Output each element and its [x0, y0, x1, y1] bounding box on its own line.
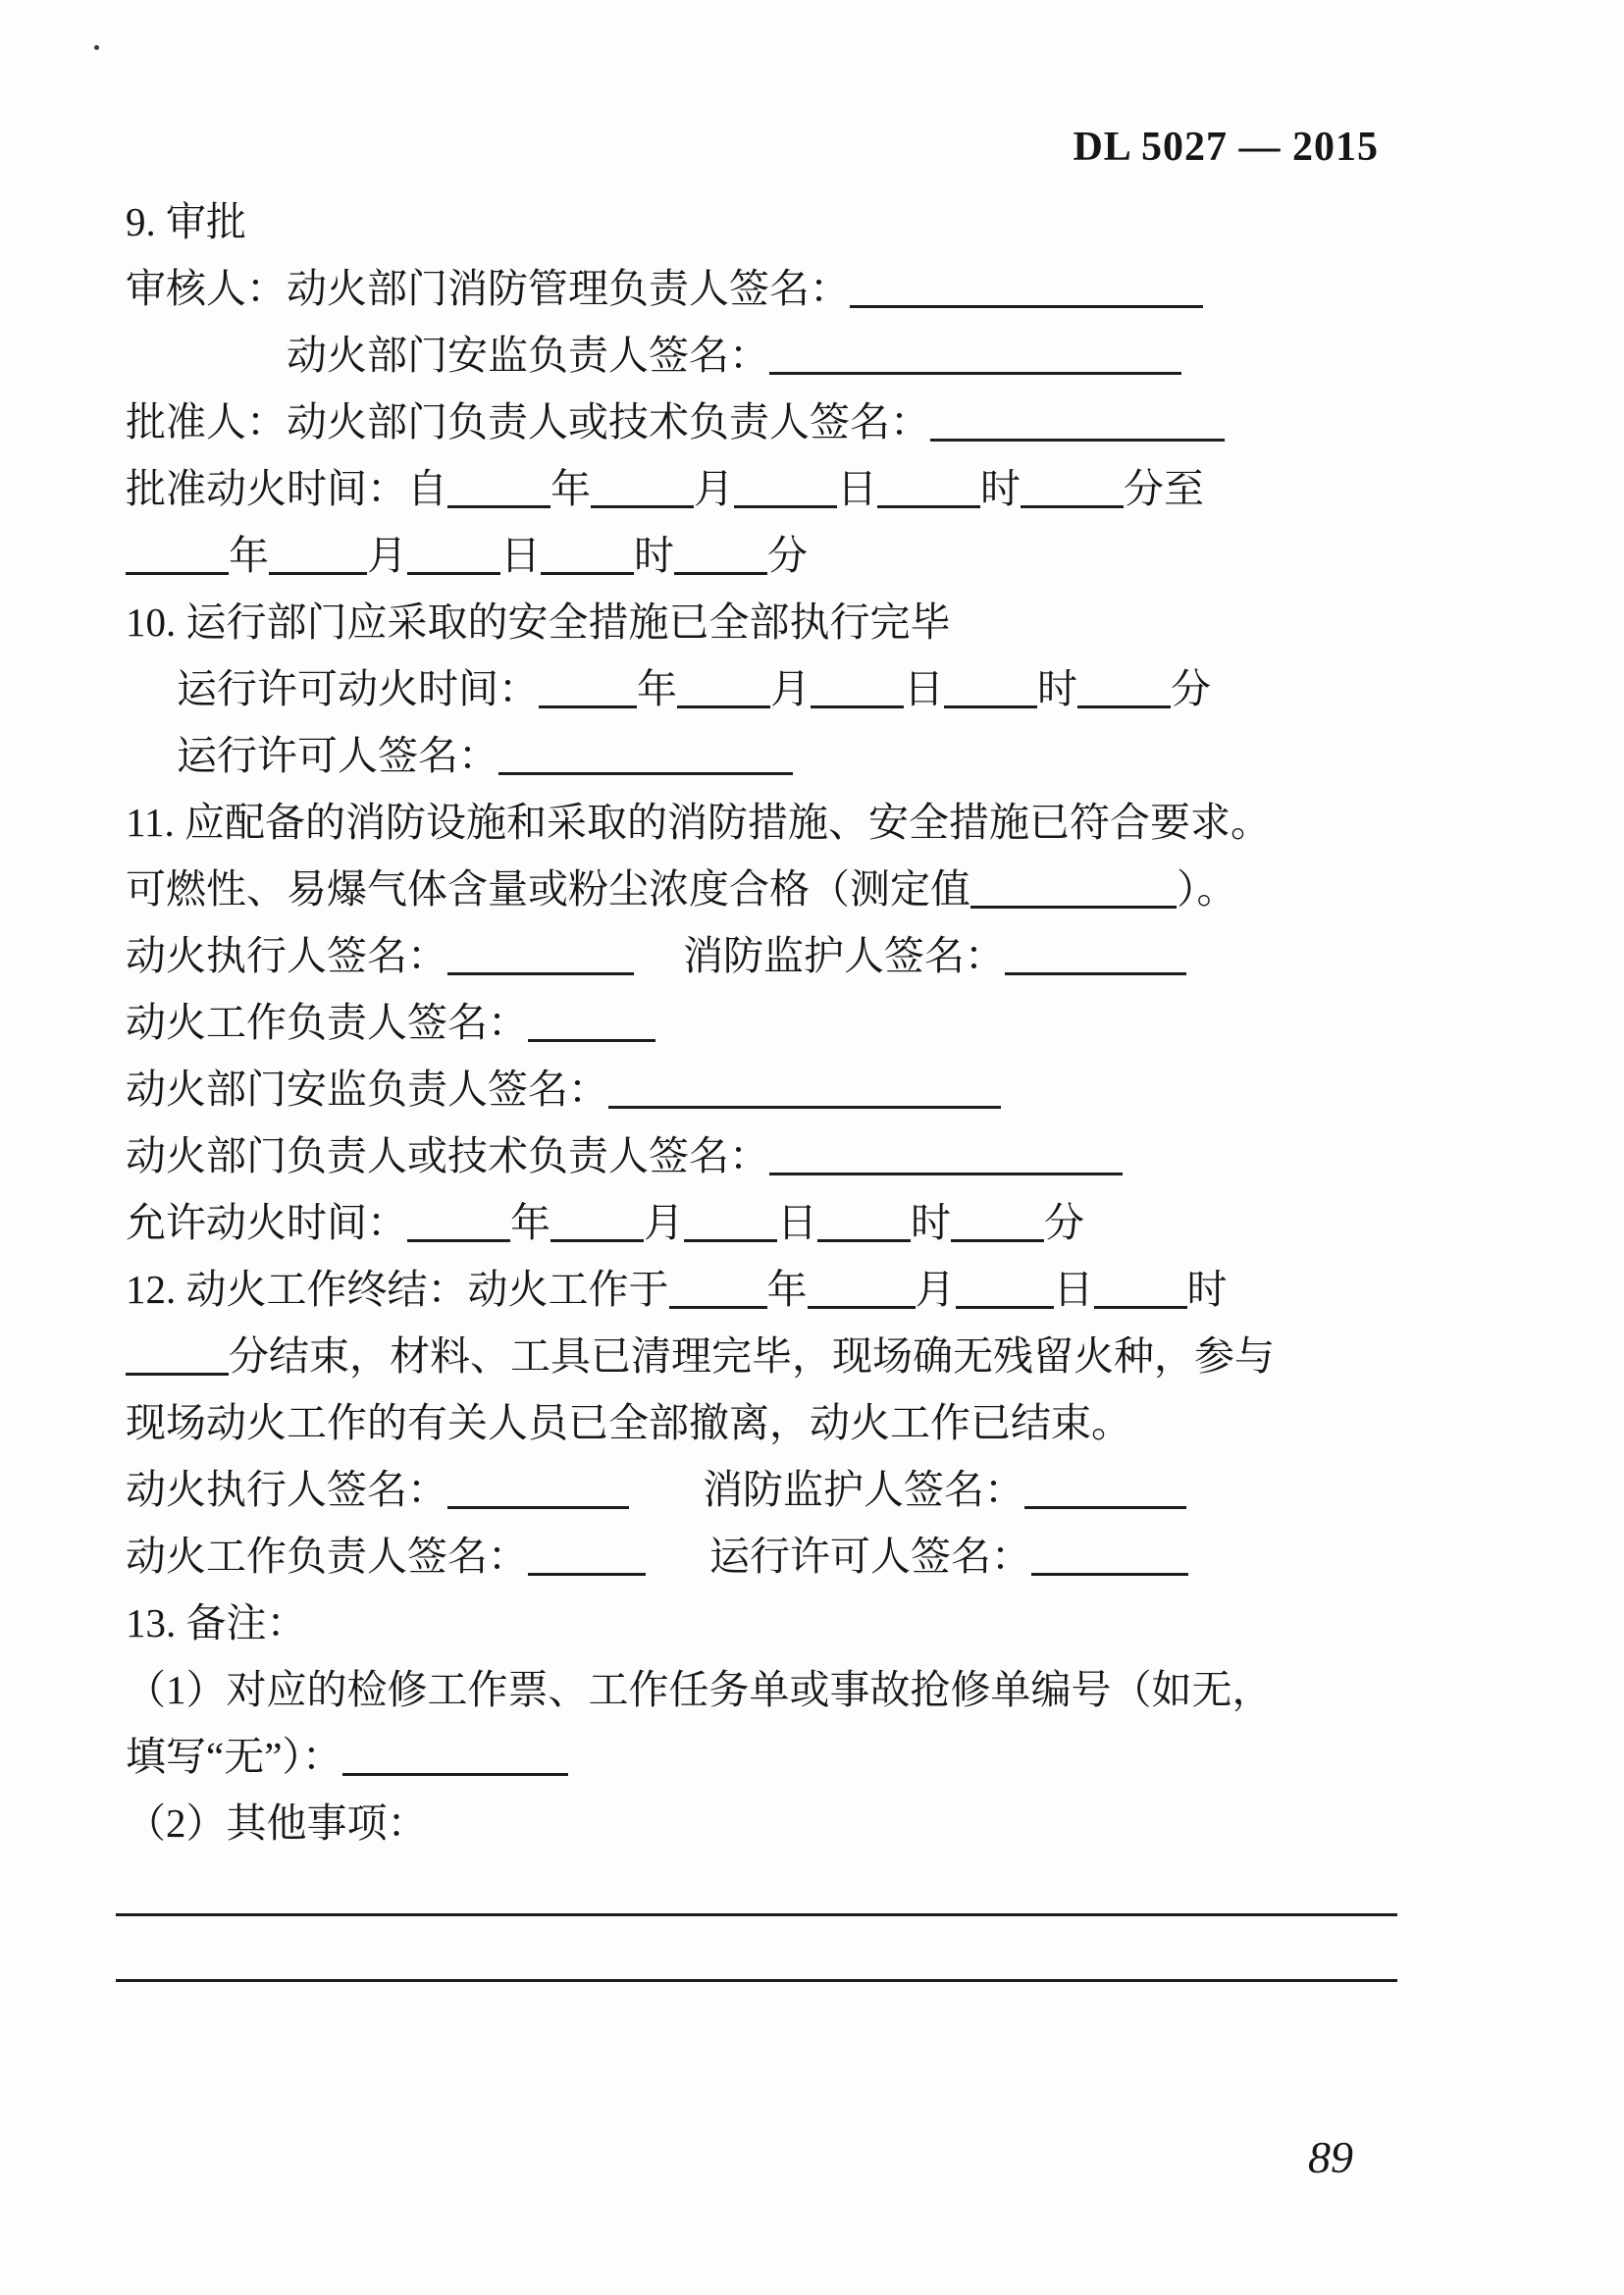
form-text: 动火执行人签名：	[126, 933, 447, 978]
form-text: 填写“无”）：	[126, 1734, 342, 1779]
blank-field	[1077, 704, 1171, 708]
form-text: 11. 应配备的消防设施和采取的消防措施、安全措施已符合要求。	[126, 800, 1271, 845]
form-text: 日	[500, 533, 541, 578]
blank-field	[1024, 1504, 1186, 1509]
form-text: 月	[694, 466, 734, 511]
blank-field	[684, 1237, 777, 1242]
blank-field	[1005, 970, 1186, 975]
blank-field	[608, 1104, 1001, 1109]
blank-field	[407, 1237, 510, 1242]
blank-field	[674, 570, 767, 575]
approved-fire-time-line-1	[126, 455, 1401, 522]
form-text: （1）对应的检修工作票、工作任务单或事故抢修单编号（如无，	[126, 1667, 1273, 1712]
form-text: 消防监护人签名：	[683, 933, 1005, 978]
blank-field	[669, 1304, 767, 1309]
item-10-heading	[126, 589, 1401, 655]
form-text: 时	[634, 533, 674, 578]
blank-field	[877, 503, 980, 508]
allowed-fire-time	[126, 1189, 1401, 1256]
spacer	[634, 968, 683, 969]
operation-permit-time	[126, 655, 1401, 722]
blank-field	[498, 770, 793, 775]
executor-sign-2	[126, 1456, 1401, 1523]
blank-field	[342, 1771, 568, 1776]
item-12-line-3	[126, 1389, 1401, 1456]
blank-field	[850, 303, 1203, 308]
remark-2	[126, 1790, 1401, 1856]
form-text: 月	[915, 1267, 956, 1312]
blank-field	[734, 503, 837, 508]
form-text: 年	[510, 1200, 550, 1245]
remark-lines	[116, 1913, 1397, 2045]
item-13-heading	[126, 1590, 1401, 1656]
form-text: 动火部门安监负责人签名：	[126, 1067, 608, 1112]
blank-field	[407, 570, 500, 575]
form-text: 日	[904, 666, 944, 711]
form-text: 月	[770, 666, 811, 711]
blank-field	[769, 1171, 1123, 1175]
blank-field	[126, 1371, 229, 1376]
form-text: 时	[1037, 666, 1077, 711]
form-text: 9. 审批	[126, 199, 246, 244]
writing-line	[116, 1913, 1397, 1916]
blank-field	[126, 570, 229, 575]
blank-field	[269, 570, 367, 575]
form-text: （2）其他事项：	[126, 1800, 428, 1846]
form-text: 月	[367, 533, 407, 578]
form-text: 动火部门负责人或技术负责人签名：	[126, 1133, 769, 1178]
writing-line	[116, 1979, 1397, 1982]
form-text: 动火执行人签名：	[126, 1467, 447, 1512]
operation-permit-sign	[126, 722, 1401, 789]
blank-field	[1021, 503, 1124, 508]
form-text: 日	[777, 1200, 817, 1245]
spacer	[646, 1569, 709, 1570]
blank-field	[447, 970, 634, 975]
standard-number: DL 5027 — 2015	[1073, 125, 1379, 170]
approver-sign	[126, 389, 1401, 455]
form-text: 运行许可动火时间：	[177, 666, 539, 711]
form-text: 允许动火时间：	[126, 1200, 407, 1245]
form-text: 消防监护人签名：	[703, 1467, 1024, 1512]
form-text: 年	[766, 1267, 808, 1312]
blank-field	[808, 1304, 916, 1309]
form-text: 日	[837, 466, 877, 511]
remark-1-line-2	[126, 1723, 1401, 1790]
item-12-line-2	[126, 1323, 1401, 1389]
form-text: 分	[1044, 1200, 1084, 1245]
blank-field	[956, 1304, 1054, 1309]
form-text: 月	[644, 1200, 684, 1245]
blank-field	[541, 570, 634, 575]
form-body	[126, 188, 1401, 1856]
blank-field	[550, 1237, 644, 1242]
blank-field	[1031, 1571, 1188, 1576]
form-text: 批准人：动火部门负责人或技术负责人签名：	[126, 399, 930, 444]
form-text: ）。	[1177, 866, 1237, 912]
work-leader-sign-1	[126, 989, 1401, 1056]
approved-fire-time-line-2	[126, 522, 1401, 589]
reviewer-fire-manager-sign	[126, 255, 1401, 322]
form-text: 运行许可人签名：	[177, 733, 498, 778]
blank-field	[591, 503, 694, 508]
form-text: 动火工作负责人签名：	[126, 1000, 528, 1045]
blank-field	[539, 704, 637, 708]
executor-sign-1	[126, 922, 1401, 989]
form-text: 运行许可人签名：	[709, 1534, 1031, 1579]
form-text: 年	[550, 466, 591, 511]
page-number: 89	[1308, 2132, 1353, 2182]
form-text: 动火工作负责人签名：	[126, 1534, 528, 1579]
work-leader-sign-2	[126, 1523, 1401, 1590]
blank-field	[930, 437, 1225, 442]
item-12-line-1	[126, 1256, 1401, 1323]
item-11-heading	[126, 789, 1401, 856]
scan-artifact-dot	[94, 45, 99, 50]
blank-field	[447, 503, 550, 508]
form-text: 动火部门安监负责人签名：	[287, 333, 769, 378]
form-text: 时	[911, 1200, 951, 1245]
reviewer-safety-supervisor-sign	[126, 322, 1401, 389]
form-text: 分	[1171, 666, 1211, 711]
blank-field	[970, 904, 1177, 909]
gas-concentration-line	[126, 856, 1401, 922]
dept-leader-sign-2	[126, 1122, 1401, 1189]
form-text: 10. 运行部门应采取的安全措施已全部执行完毕	[126, 600, 951, 645]
form-text: 批准动火时间：自	[126, 466, 447, 511]
safety-supervisor-sign-2	[126, 1056, 1401, 1122]
blank-field	[817, 1237, 911, 1242]
blank-field	[944, 704, 1037, 708]
form-text: 年	[229, 533, 269, 578]
item-9-heading	[126, 188, 1401, 255]
form-text: 13. 备注：	[126, 1600, 307, 1645]
form-text: 分	[767, 533, 808, 578]
blank-field	[1094, 1304, 1187, 1309]
spacer	[629, 1502, 703, 1503]
blank-field	[528, 1037, 655, 1042]
blank-field	[528, 1571, 646, 1576]
remark-1-line-1	[126, 1656, 1401, 1723]
form-text: 现场动火工作的有关人员已全部撤离，动火工作已结束。	[126, 1400, 1131, 1445]
form-text: 分结束，材料、工具已清理完毕，现场确无残留火种，参与	[229, 1333, 1275, 1379]
form-text: 时	[980, 466, 1021, 511]
blank-field	[447, 1504, 629, 1509]
form-text: 日	[1053, 1267, 1094, 1312]
form-text: 时	[1186, 1267, 1228, 1312]
form-text: 年	[637, 666, 677, 711]
blank-field	[769, 370, 1181, 375]
blank-field	[677, 704, 770, 708]
blank-field	[951, 1237, 1044, 1242]
form-text: 12. 动火工作终结：动火工作于	[126, 1267, 669, 1312]
form-text: 分至	[1124, 466, 1204, 511]
blank-field	[811, 704, 904, 708]
form-text: 审核人：动火部门消防管理负责人签名：	[126, 266, 850, 311]
form-text: 可燃性、易爆气体含量或粉尘浓度合格（测定值	[126, 866, 970, 912]
